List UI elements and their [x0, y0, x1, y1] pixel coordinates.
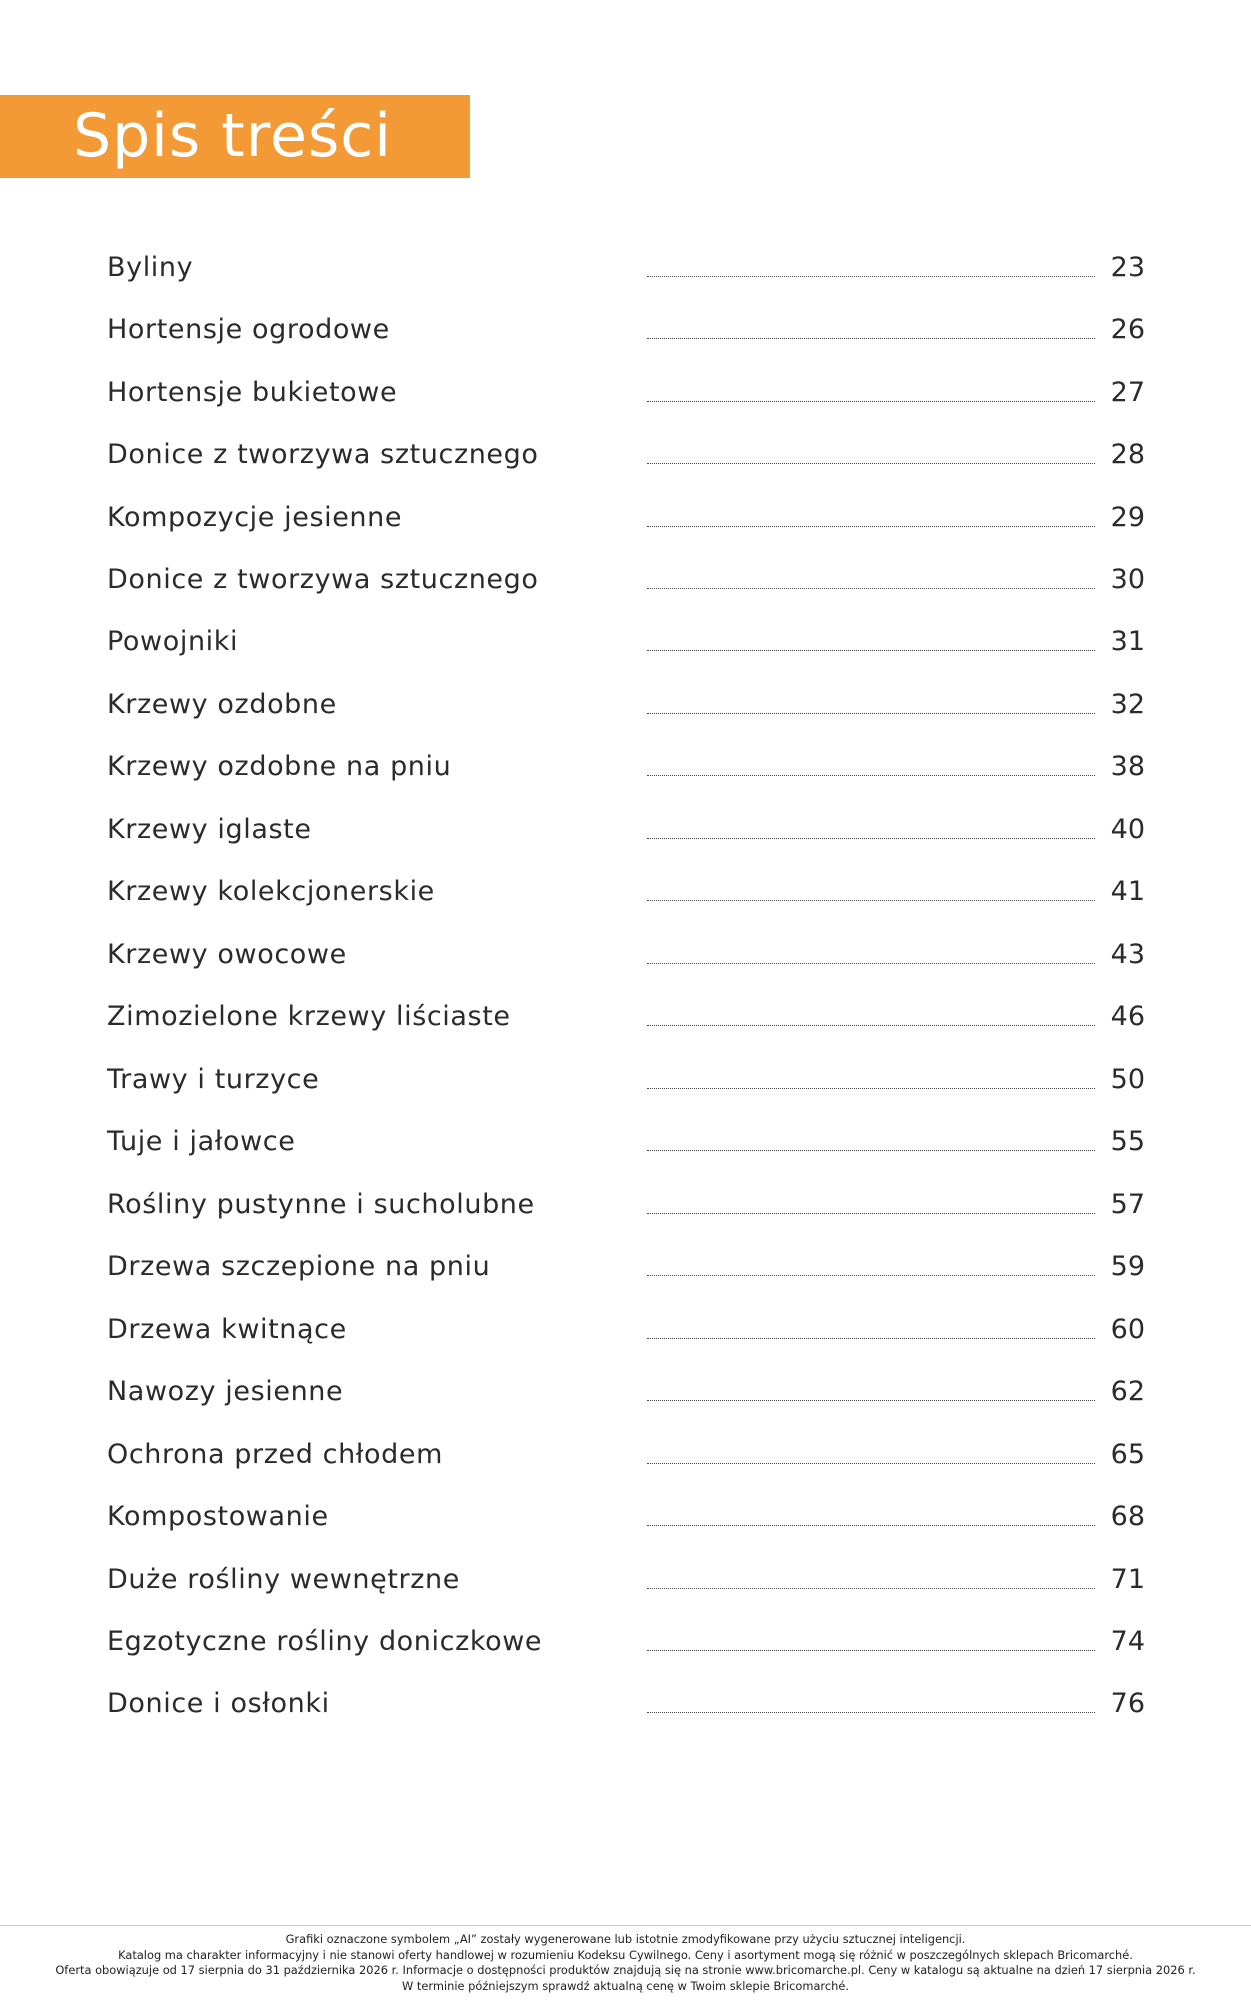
toc-entry-label: Zimozielone krzewy liściaste: [107, 1001, 511, 1032]
toc-entry-page: 31: [1110, 626, 1145, 657]
dot-leader: [647, 401, 1095, 402]
toc-entry[interactable]: [107, 1249, 1145, 1289]
dot-leader: [647, 963, 1095, 964]
dot-leader: [647, 900, 1095, 901]
toc-entry-label: Egzotyczne rośliny doniczkowe: [107, 1626, 543, 1657]
dot-leader: [647, 1400, 1095, 1401]
toc-entry[interactable]: [107, 312, 1145, 352]
toc-entry-page: 76: [1110, 1688, 1145, 1719]
toc-entry[interactable]: [107, 375, 1145, 415]
toc-entry-label: Trawy i turzyce: [107, 1064, 320, 1095]
dot-leader: [647, 1150, 1095, 1151]
toc-entry-page: 32: [1110, 689, 1145, 720]
toc-entry-page: 23: [1110, 252, 1145, 283]
dot-leader: [647, 1650, 1095, 1651]
toc-entry-page: 50: [1110, 1064, 1145, 1095]
toc-entry[interactable]: [107, 687, 1145, 727]
toc-entry-page: 40: [1110, 814, 1145, 845]
toc-entry-page: 74: [1110, 1626, 1145, 1657]
toc-entry-label: Kompozycje jesienne: [107, 502, 403, 533]
toc-entry[interactable]: [107, 437, 1145, 477]
toc-entry-page: 28: [1110, 439, 1145, 470]
dot-leader: [647, 588, 1095, 589]
dot-leader: [647, 463, 1095, 464]
toc-entry[interactable]: [107, 1499, 1145, 1539]
page-title: Spis treści: [73, 101, 392, 171]
toc-entry[interactable]: [107, 1624, 1145, 1664]
toc-entry-label: Krzewy ozdobne na pniu: [107, 751, 452, 782]
toc-entry-page: 68: [1110, 1501, 1145, 1532]
footer-disclaimer: [0, 1932, 1251, 1994]
dot-leader: [647, 1025, 1095, 1026]
toc-entry-page: 43: [1110, 939, 1145, 970]
toc-entry[interactable]: [107, 624, 1145, 664]
toc-entry-label: Krzewy iglaste: [107, 814, 312, 845]
toc-entry-page: 57: [1110, 1189, 1145, 1220]
toc-entry[interactable]: [107, 1437, 1145, 1477]
toc-entry[interactable]: [107, 562, 1145, 602]
toc-entry-page: 55: [1110, 1126, 1145, 1157]
toc-entry-label: Kompostowanie: [107, 1501, 329, 1532]
toc-entry[interactable]: [107, 500, 1145, 540]
toc-entry[interactable]: [107, 812, 1145, 852]
dot-leader: [647, 838, 1095, 839]
dot-leader: [647, 276, 1095, 277]
toc-entry-page: 62: [1110, 1376, 1145, 1407]
toc-entry-page: 29: [1110, 502, 1145, 533]
toc-entry[interactable]: [107, 874, 1145, 914]
toc-entry-label: Donice z tworzywa sztucznego: [107, 439, 539, 470]
dot-leader: [647, 1275, 1095, 1276]
toc-entry-label: Hortensje bukietowe: [107, 377, 398, 408]
dot-leader: [647, 526, 1095, 527]
toc-entry-label: Krzewy kolekcjonerskie: [107, 876, 435, 907]
toc-entry-label: Nawozy jesienne: [107, 1376, 344, 1407]
toc-entry-label: Krzewy ozdobne: [107, 689, 337, 720]
toc-entry-label: Hortensje ogrodowe: [107, 314, 390, 345]
toc-entry-page: 38: [1110, 751, 1145, 782]
dot-leader: [647, 1525, 1095, 1526]
toc-entry[interactable]: [107, 1187, 1145, 1227]
toc-entry[interactable]: [107, 1312, 1145, 1352]
toc-entry-label: Rośliny pustynne i sucholubne: [107, 1189, 535, 1220]
dot-leader: [647, 650, 1095, 651]
toc-entry-label: Drzewa szczepione na pniu: [107, 1251, 491, 1282]
toc-entry[interactable]: [107, 1062, 1145, 1102]
toc-entry-page: 71: [1110, 1564, 1145, 1595]
dot-leader: [647, 1088, 1095, 1089]
toc-entry-page: 41: [1110, 876, 1145, 907]
toc-entry-page: 30: [1110, 564, 1145, 595]
footer-line: Oferta obowiązuje od 17 sierpnia do 31 października 2026 r. Informacje o dostępności produktów znajdują się na stronie www.bricomarche.pl. Ceny w katalogu są aktualne na dzień 17 sierpnia 2026 r.: [55, 1963, 1196, 1977]
toc-entry-label: Donice i osłonki: [107, 1688, 330, 1719]
toc-entry[interactable]: [107, 937, 1145, 977]
toc-entry[interactable]: [107, 1562, 1145, 1602]
toc-entry-label: Krzewy owocowe: [107, 939, 347, 970]
toc-entry[interactable]: [107, 749, 1145, 789]
toc-entry[interactable]: [107, 1124, 1145, 1164]
dot-leader: [647, 775, 1095, 776]
toc-entry-page: 65: [1110, 1439, 1145, 1470]
footer-line: W terminie późniejszym sprawdź aktualną cenę w Twoim sklepie Bricomarché.: [402, 1978, 849, 1993]
toc-entry[interactable]: [107, 1374, 1145, 1414]
toc-entry[interactable]: [107, 250, 1145, 290]
toc-entry-page: 59: [1110, 1251, 1145, 1282]
dot-leader: [647, 1463, 1095, 1464]
toc-entry-page: 46: [1110, 1001, 1145, 1032]
toc-entry-label: Byliny: [107, 252, 194, 283]
toc-entry-page: 27: [1110, 377, 1145, 408]
dot-leader: [647, 1712, 1095, 1713]
dot-leader: [647, 1213, 1095, 1214]
toc-entry-page: 26: [1110, 314, 1145, 345]
dot-leader: [647, 713, 1095, 714]
dot-leader: [647, 1338, 1095, 1339]
footer-line: Katalog ma charakter informacyjny i nie stanowi oferty handlowej w rozumieniu Kodeksu Cywilnego. Ceny i asortyment mogą się różnić w poszczególnych sklepach Bricomarché.: [118, 1947, 1133, 1962]
toc-entry-label: Drzewa kwitnące: [107, 1314, 347, 1345]
toc-entry-label: Tuje i jałowce: [107, 1126, 296, 1157]
toc-entry-page: 60: [1110, 1314, 1145, 1345]
toc-entry-label: Ochrona przed chłodem: [107, 1439, 444, 1470]
toc-entry-label: Donice z tworzywa sztucznego: [107, 564, 539, 595]
footer-divider: [0, 1925, 1251, 1926]
toc-entry-label: Powojniki: [107, 626, 239, 657]
footer-line: Grafiki oznaczone symbolem „AI” zostały wygenerowane lub istotnie zmodyfikowane przy użyciu sztucznej inteligencji.: [285, 1932, 966, 1946]
toc-entry-label: Duże rośliny wewnętrzne: [107, 1564, 460, 1595]
dot-leader: [647, 338, 1095, 339]
toc-entry[interactable]: [107, 999, 1145, 1039]
toc-entry[interactable]: [107, 1686, 1145, 1726]
dot-leader: [647, 1588, 1095, 1589]
